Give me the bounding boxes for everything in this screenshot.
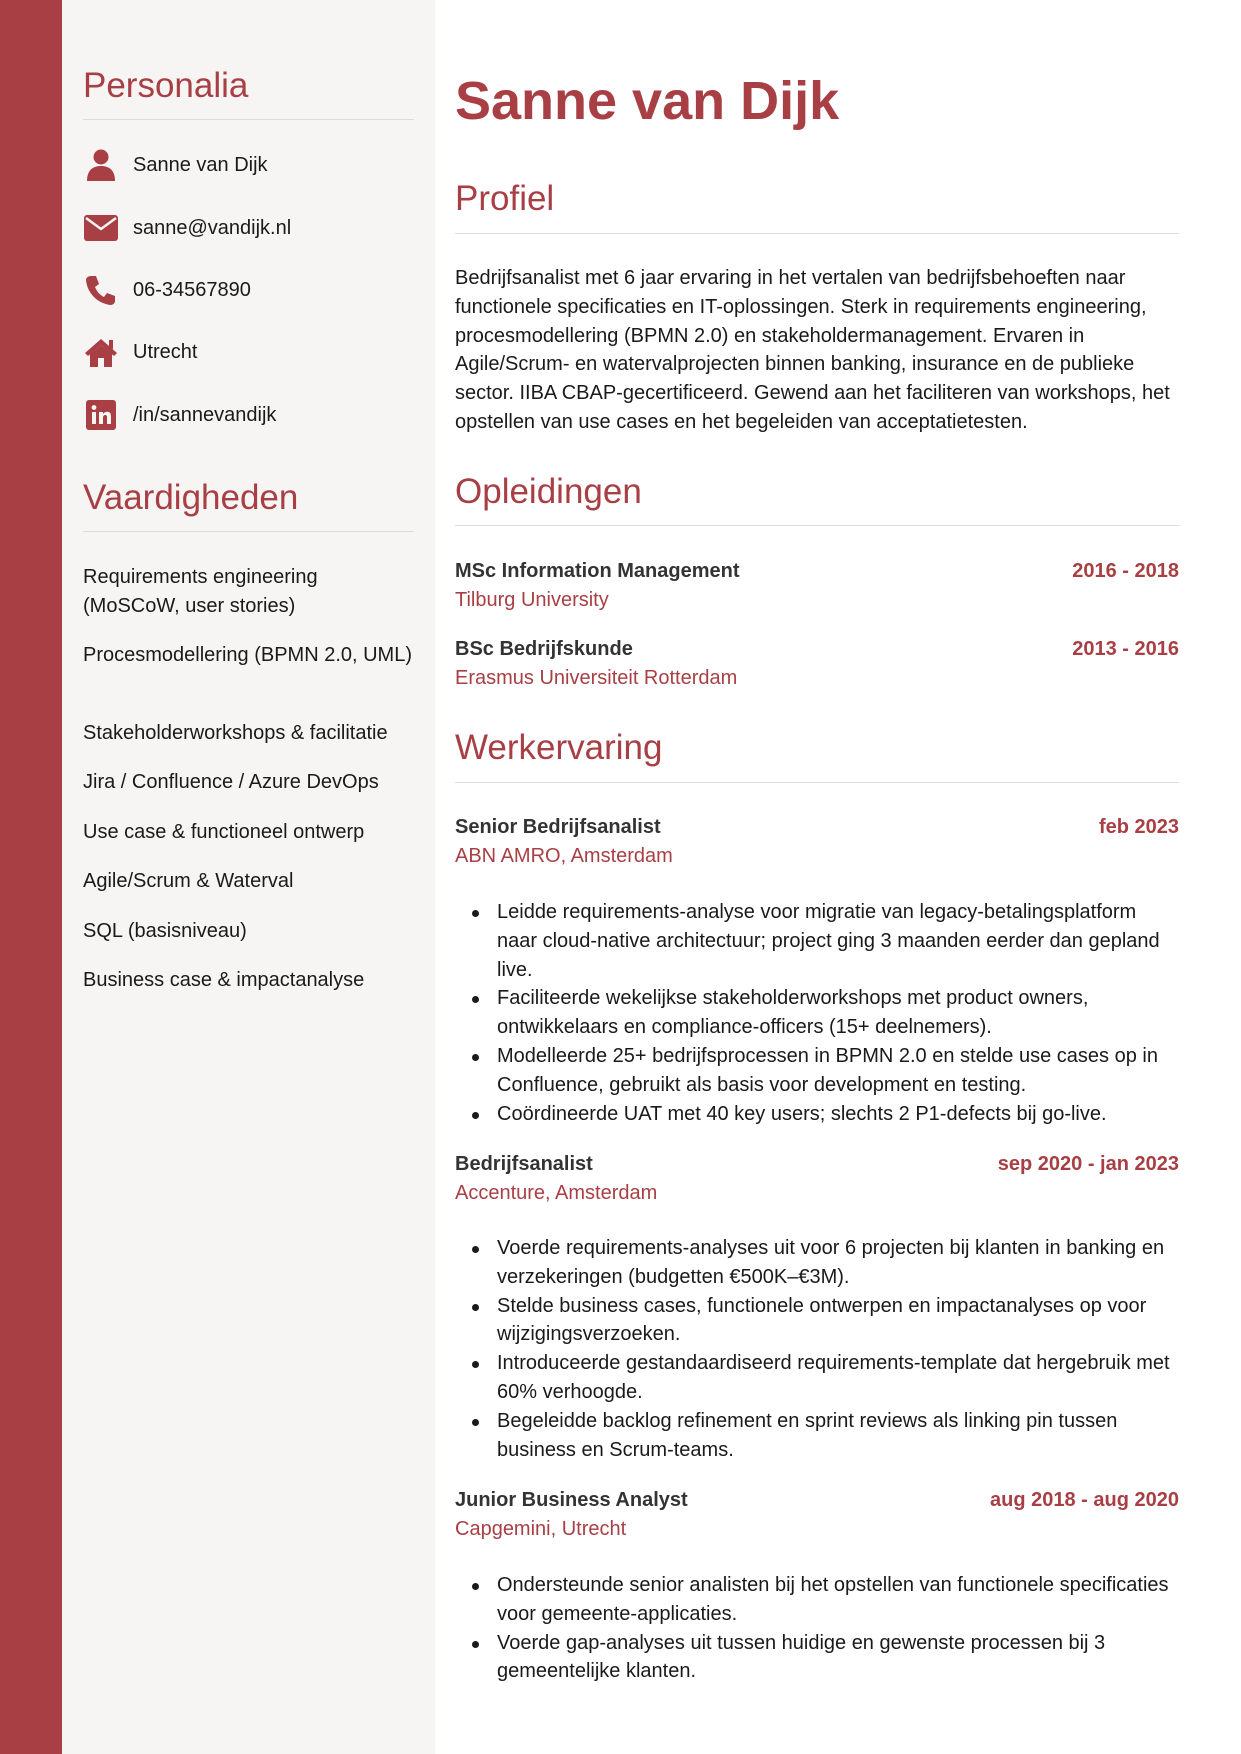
contact-location bbox=[83, 334, 198, 370]
job-dates: sep 2020 - jan 2023 bbox=[997, 1153, 1179, 1175]
list-item: Begeleidde backlog refinement en sprint reviews als linking pin tussen business en Scrum-teams. bbox=[455, 1407, 1179, 1465]
skill-item: Requirements engineering (MoSCoW, user stories) bbox=[83, 566, 318, 617]
education-years: 2013 - 2016 bbox=[1072, 638, 1179, 660]
list-item: Ondersteunde senior analisten bij het opstellen van functionele specificaties voor gemeente-applicaties. bbox=[455, 1571, 1179, 1629]
education-years: 2016 - 2018 bbox=[1072, 560, 1179, 582]
education-heading: Opleidingen bbox=[455, 472, 642, 511]
skill-item: Business case & impactanalyse bbox=[83, 969, 365, 991]
accent-bar bbox=[0, 0, 62, 1754]
contact-location-text: Utrecht bbox=[133, 341, 198, 363]
phone-icon bbox=[83, 272, 119, 308]
experience-divider bbox=[455, 782, 1179, 783]
sidebar bbox=[62, 0, 435, 1754]
page-title: Sanne van Dijk bbox=[455, 71, 840, 131]
education-degree: MSc Information Management bbox=[455, 560, 740, 582]
job-company: Capgemini, Utrecht bbox=[455, 1518, 627, 1540]
skill-item: Agile/Scrum & Waterval bbox=[83, 870, 294, 892]
list-item: Voerde gap-analyses uit tussen huidige en gewenste processen bij 3 gemeentelijke klanten. bbox=[455, 1629, 1179, 1687]
education-degree: BSc Bedrijfskunde bbox=[455, 638, 633, 660]
skills-section bbox=[83, 478, 414, 532]
list-item: Stelde business cases, functionele ontwerpen en impactanalyses op voor wijzigingsverzoeken. bbox=[455, 1292, 1179, 1350]
contact-name bbox=[83, 147, 268, 183]
job-dates: aug 2018 - aug 2020 bbox=[990, 1489, 1179, 1511]
education-school: Tilburg University bbox=[455, 589, 609, 611]
contact-phone-text: 06-34567890 bbox=[133, 279, 251, 301]
envelope-icon bbox=[83, 210, 119, 246]
user-icon bbox=[83, 147, 119, 183]
education-school: Erasmus Universiteit Rotterdam bbox=[455, 667, 738, 689]
list-item: Leidde requirements-analyse voor migratie van legacy-betalingsplatform naar cloud-native architectuur; project ging 3 maanden eerder dan gepland live. bbox=[455, 898, 1179, 984]
skill-item: Jira / Confluence / Azure DevOps bbox=[83, 771, 379, 793]
contact-linkedin bbox=[83, 397, 277, 433]
job-dates: feb 2023 bbox=[1098, 816, 1179, 838]
contact-name-text: Sanne van Dijk bbox=[133, 154, 268, 176]
profile-heading: Profiel bbox=[455, 179, 555, 218]
skill-item: Use case & functioneel ontwerp bbox=[83, 821, 365, 843]
personalia-section bbox=[83, 66, 414, 120]
list-item: Voerde requirements-analyses uit voor 6 projecten bij klanten in banking en verzekeringen (budgetten €500K–€3M). bbox=[455, 1234, 1179, 1292]
profile-divider bbox=[455, 233, 1179, 234]
skill-item: SQL (basisniveau) bbox=[83, 920, 247, 942]
skill-item: Procesmodellering (BPMN 2.0, UML) bbox=[83, 644, 412, 666]
job-title: Junior Business Analyst bbox=[455, 1489, 688, 1511]
list-item: Coördineerde UAT met 40 key users; slechts 2 P1-defects bij go-live. bbox=[455, 1100, 1179, 1129]
home-icon bbox=[83, 334, 119, 370]
personalia-divider bbox=[83, 119, 414, 120]
contact-email bbox=[83, 210, 292, 246]
list-item: Faciliteerde wekelijkse stakeholderworkshops met product owners, ontwikkelaars en compliance-officers (15+ deelnemers). bbox=[455, 984, 1179, 1042]
list-item: Modelleerde 25+ bedrijfsprocessen in BPMN 2.0 en stelde use cases op in Confluence, gebruikt als basis voor development en testing. bbox=[455, 1042, 1179, 1100]
personalia-heading: Personalia bbox=[83, 66, 249, 105]
job-bullets bbox=[455, 1234, 1179, 1464]
contact-linkedin-text[interactable]: /in/sannevandijk bbox=[133, 404, 277, 426]
job-company: Accenture, Amsterdam bbox=[455, 1182, 658, 1204]
job-bullets bbox=[455, 898, 1179, 1128]
job-company: ABN AMRO, Amsterdam bbox=[455, 845, 673, 867]
job-bullets bbox=[455, 1571, 1179, 1686]
list-item: Introduceerde gestandaardiseerd requirements-template dat hergebruik met 60% verhoogde. bbox=[455, 1349, 1179, 1407]
skills-heading: Vaardigheden bbox=[83, 478, 299, 517]
linkedin-icon bbox=[83, 397, 119, 433]
education-divider bbox=[455, 525, 1179, 526]
contact-email-text[interactable]: sanne@vandijk.nl bbox=[133, 217, 292, 239]
job-title: Bedrijfsanalist bbox=[455, 1153, 593, 1175]
profile-text: Bedrijfsanalist met 6 jaar ervaring in het vertalen van bedrijfsbehoeften naar functionele specificaties en IT-oplossingen. Sterk in requirements engineering, procesmodellering (BPMN 2.0) en stakeholdermanagement. Ervaren in Agile/Scrum- en watervalprojecten binnen banking, insurance en de publieke sector. IIBA CBAP-gecertificeerd. Gewend aan het faciliteren van workshops, het opstellen van use cases en het begeleiden van acceptatietesten. bbox=[455, 267, 1170, 433]
contact-phone bbox=[83, 272, 251, 308]
skills-divider bbox=[83, 531, 414, 532]
skill-item: Stakeholderworkshops & facilitatie bbox=[83, 722, 388, 744]
job-title: Senior Bedrijfsanalist bbox=[455, 816, 661, 838]
experience-heading: Werkervaring bbox=[455, 728, 663, 767]
